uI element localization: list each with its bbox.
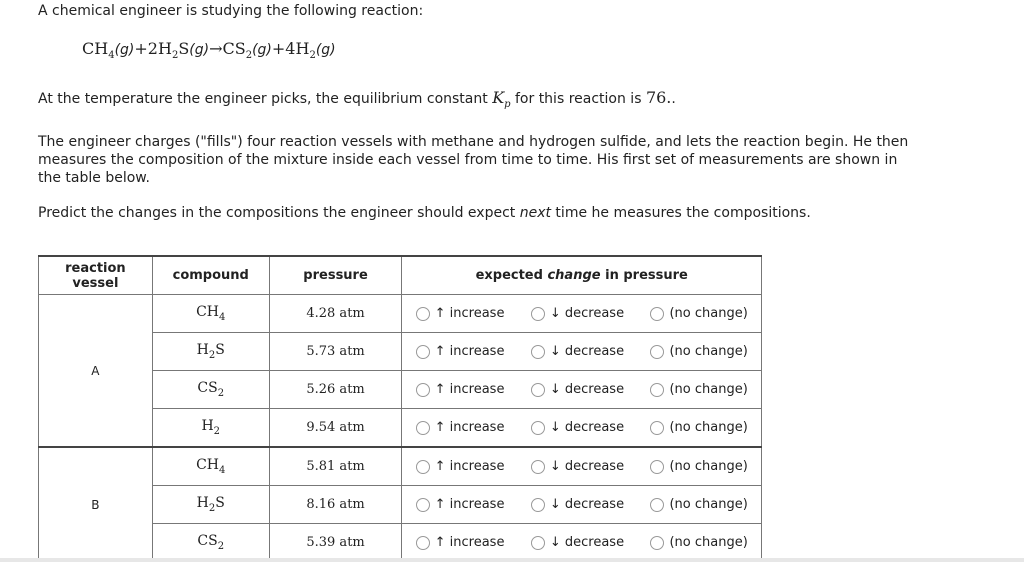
increase-radio[interactable]	[416, 536, 430, 550]
pressure-cell: 5.81 atm	[269, 447, 402, 486]
change-options	[402, 409, 762, 448]
compound-cell: $H_2$	[152, 409, 269, 448]
table-row	[39, 295, 762, 333]
pressure-cell: 5.26 atm	[269, 371, 402, 409]
increase-option[interactable]: ↑ increase	[416, 382, 505, 397]
increase-radio[interactable]	[416, 421, 430, 435]
header-reaction-vessel: reaction vessel	[39, 256, 153, 295]
increase-radio[interactable]	[416, 498, 430, 512]
vessel-label: A	[39, 295, 153, 448]
header-pressure: pressure	[269, 256, 402, 295]
decrease-option[interactable]: ↓ decrease	[531, 497, 624, 512]
reaction-equation: $CH_4(g)+2H_2S(g)\to CS_2(g)+4H_2(g)$	[82, 39, 336, 62]
no-change-radio[interactable]	[650, 307, 664, 321]
decrease-option[interactable]: ↓ decrease	[531, 306, 624, 321]
vessel-label: B	[39, 447, 153, 562]
decrease-option[interactable]: ↓ decrease	[531, 382, 624, 397]
change-options	[402, 371, 762, 409]
change-options	[402, 295, 762, 333]
no-change-radio[interactable]	[650, 498, 664, 512]
increase-option[interactable]: ↑ increase	[416, 535, 505, 550]
no-change-radio[interactable]	[650, 383, 664, 397]
compound-cell: $H_2S$	[152, 486, 269, 524]
decrease-option[interactable]: ↓ decrease	[531, 420, 624, 435]
change-options	[402, 447, 762, 486]
predict-instruction: Predict the changes in the compositions the engineer should expect next time he measures the compositions.	[38, 205, 811, 221]
no-change-option[interactable]: (no change)	[650, 420, 747, 435]
pressure-cell: 5.73 atm	[269, 333, 402, 371]
increase-option[interactable]: ↑ increase	[416, 497, 505, 512]
increase-option[interactable]: ↑ increase	[416, 459, 505, 474]
no-change-option[interactable]: (no change)	[650, 344, 747, 359]
decrease-radio[interactable]	[531, 383, 545, 397]
bottom-scroll-edge	[0, 558, 1024, 562]
pressure-cell: 9.54 atm	[269, 409, 402, 448]
table-header-row	[39, 256, 762, 295]
decrease-option[interactable]: ↓ decrease	[531, 344, 624, 359]
increase-option[interactable]: ↑ increase	[416, 420, 505, 435]
no-change-option[interactable]: (no change)	[650, 535, 747, 550]
description-line-3: the table below.	[38, 170, 150, 186]
measurements-table	[38, 255, 762, 562]
compound-cell: $H_2S$	[152, 333, 269, 371]
decrease-option[interactable]: ↓ decrease	[531, 459, 624, 474]
decrease-radio[interactable]	[531, 460, 545, 474]
no-change-option[interactable]: (no change)	[650, 497, 747, 512]
decrease-radio[interactable]	[531, 307, 545, 321]
compound-cell: $CH_4$	[152, 447, 269, 486]
no-change-option[interactable]: (no change)	[650, 459, 747, 474]
pressure-cell: 4.28 atm	[269, 295, 402, 333]
compound-cell: $CS_2$	[152, 371, 269, 409]
decrease-option[interactable]: ↓ decrease	[531, 535, 624, 550]
change-options	[402, 486, 762, 524]
increase-radio[interactable]	[416, 307, 430, 321]
intro-text: A chemical engineer is studying the following reaction:	[38, 3, 424, 19]
increase-radio[interactable]	[416, 383, 430, 397]
increase-radio[interactable]	[416, 460, 430, 474]
no-change-radio[interactable]	[650, 421, 664, 435]
pressure-cell: 5.39 atm	[269, 524, 402, 562]
description-line-2: measures the composition of the mixture inside each vessel from time to time. His first set of measurements are shown in	[38, 152, 898, 168]
pressure-cell: 8.16 atm	[269, 486, 402, 524]
increase-radio[interactable]	[416, 345, 430, 359]
decrease-radio[interactable]	[531, 421, 545, 435]
decrease-radio[interactable]	[531, 536, 545, 550]
decrease-radio[interactable]	[531, 498, 545, 512]
no-change-radio[interactable]	[650, 345, 664, 359]
no-change-radio[interactable]	[650, 460, 664, 474]
no-change-option[interactable]: (no change)	[650, 306, 747, 321]
increase-option[interactable]: ↑ increase	[416, 344, 505, 359]
header-expected-change: expected change in pressure	[402, 256, 762, 295]
kp-statement: At the temperature the engineer picks, the equilibrium constant $K_p$ for this reaction is 76..	[38, 88, 676, 110]
table-row	[39, 447, 762, 486]
description-line-1: The engineer charges ("fills") four reaction vessels with methane and hydrogen sulfide, and lets the reaction begin. He then	[38, 134, 909, 150]
compound-cell: $CH_4$	[152, 295, 269, 333]
header-compound: compound	[152, 256, 269, 295]
no-change-option[interactable]: (no change)	[650, 382, 747, 397]
change-options	[402, 524, 762, 562]
decrease-radio[interactable]	[531, 345, 545, 359]
compound-cell: $CS_2$	[152, 524, 269, 562]
increase-option[interactable]: ↑ increase	[416, 306, 505, 321]
no-change-radio[interactable]	[650, 536, 664, 550]
change-options	[402, 333, 762, 371]
